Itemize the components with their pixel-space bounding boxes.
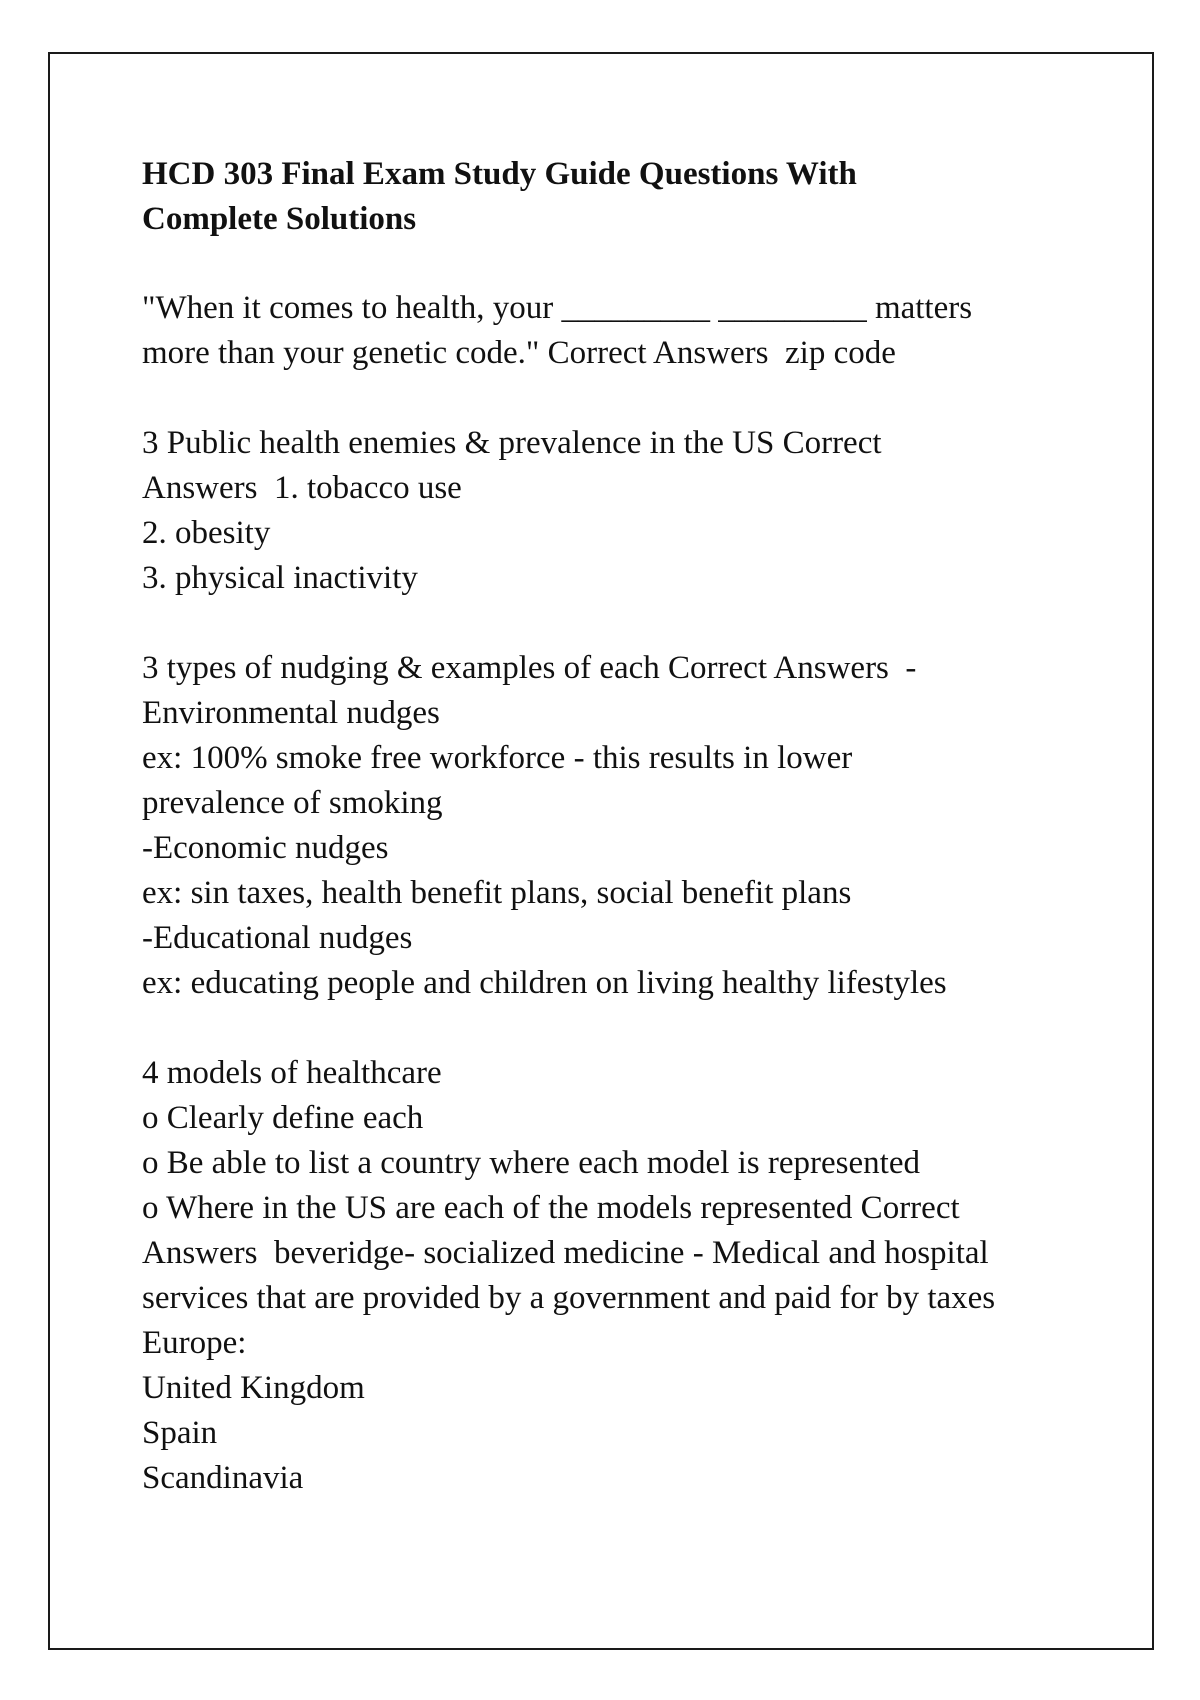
- qa-line: o Be able to list a country where each model is represented: [142, 1145, 920, 1181]
- qa-line: "When it comes to health, your _________ _________ matters: [142, 290, 973, 326]
- qa-line: United Kingdom: [142, 1370, 365, 1406]
- qa-line: services that are provided by a government and paid for by taxes: [142, 1280, 996, 1316]
- document-title: [142, 152, 1092, 242]
- qa-item-nudging: [142, 646, 1092, 1006]
- qa-line: 3 types of nudging & examples of each Correct Answers -: [142, 650, 917, 686]
- qa-line: 3 Public health enemies & prevalence in the US Correct: [142, 425, 882, 461]
- qa-line: Scandinavia: [142, 1460, 304, 1496]
- qa-line: 4 models of healthcare: [142, 1055, 442, 1091]
- qa-line: Answers 1. tobacco use: [142, 470, 462, 506]
- qa-line: prevalence of smoking: [142, 785, 443, 821]
- qa-line: Answers beveridge- socialized medicine - Medical and hospital: [142, 1235, 989, 1271]
- qa-line: o Clearly define each: [142, 1100, 424, 1136]
- qa-line: Environmental nudges: [142, 695, 440, 731]
- qa-item-zip-code: [142, 286, 1092, 376]
- qa-line: -Educational nudges: [142, 920, 413, 956]
- qa-line: ex: 100% smoke free workforce - this results in lower: [142, 740, 853, 776]
- qa-line: ex: educating people and children on living healthy lifestyles: [142, 965, 947, 1001]
- qa-line: Spain: [142, 1415, 218, 1451]
- qa-line: -Economic nudges: [142, 830, 389, 866]
- qa-item-public-health-enemies: [142, 421, 1092, 601]
- qa-item-healthcare-models: [142, 1051, 1092, 1501]
- title-line: HCD 303 Final Exam Study Guide Questions With: [142, 156, 857, 192]
- qa-line: Europe:: [142, 1325, 247, 1361]
- document-body: [142, 152, 1092, 1546]
- qa-line: more than your genetic code." Correct Answers zip code: [142, 335, 896, 371]
- qa-line: ex: sin taxes, health benefit plans, social benefit plans: [142, 875, 852, 911]
- qa-line: 3. physical inactivity: [142, 560, 418, 596]
- qa-line: o Where in the US are each of the models represented Correct: [142, 1190, 960, 1226]
- qa-line: 2. obesity: [142, 515, 271, 551]
- title-line: Complete Solutions: [142, 201, 417, 237]
